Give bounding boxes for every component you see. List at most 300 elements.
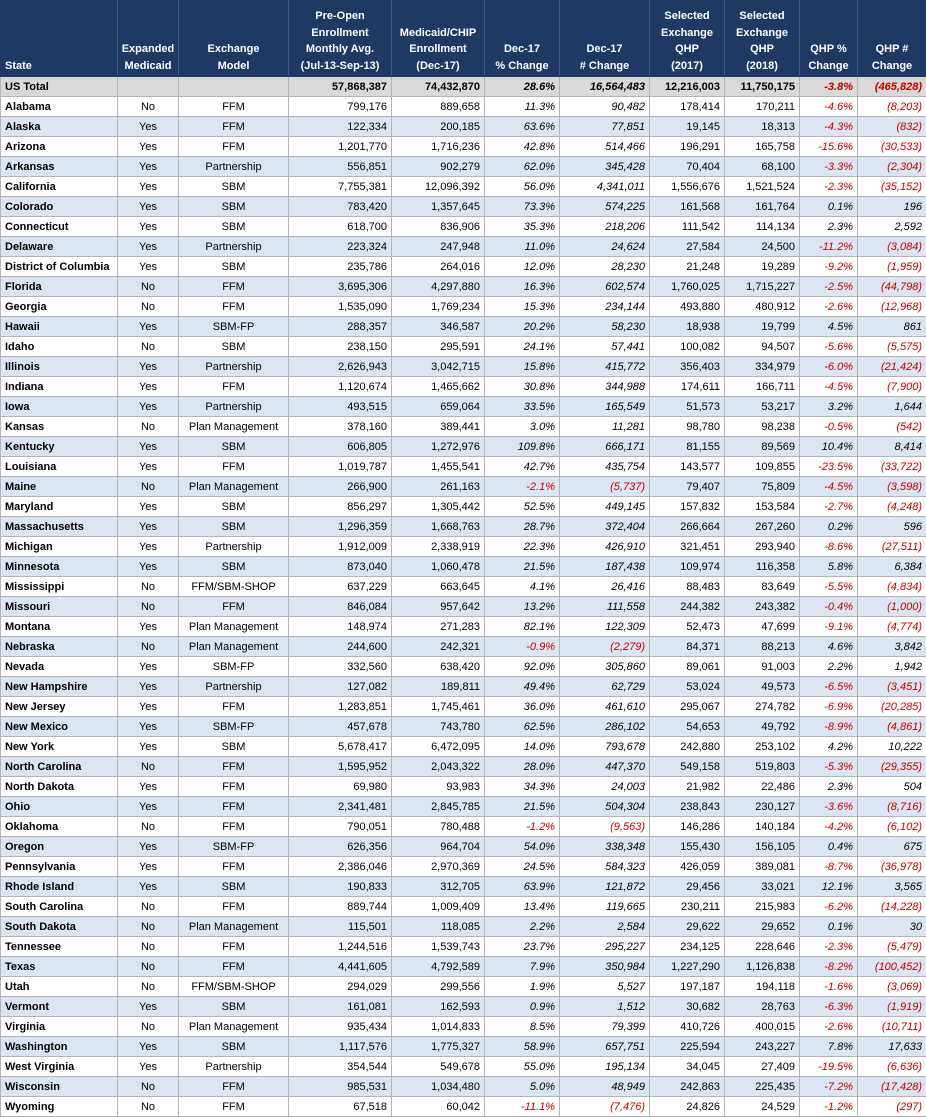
- table-cell: 2,970,369: [392, 857, 485, 877]
- table-cell: (5,737): [560, 477, 650, 497]
- table-cell: No: [118, 337, 179, 357]
- table-row: [1, 777, 926, 797]
- table-cell: (1,959): [858, 257, 926, 277]
- table-row: [1, 317, 926, 337]
- table-cell: 155,430: [650, 837, 725, 857]
- table-cell: 51,573: [650, 397, 725, 417]
- table-cell: No: [118, 957, 179, 977]
- table-cell: 1,760,025: [650, 277, 725, 297]
- table-cell: 55.0%: [485, 1057, 560, 1077]
- state-cell: Virginia: [1, 1017, 118, 1037]
- table-row: [1, 697, 926, 717]
- table-cell: 115,501: [289, 917, 392, 937]
- table-cell: 657,751: [560, 1037, 650, 1057]
- state-cell: Nebraska: [1, 637, 118, 657]
- table-cell: Yes: [118, 517, 179, 537]
- table-cell: 116,358: [725, 557, 800, 577]
- table-cell: 77,851: [560, 117, 650, 137]
- table-cell: Yes: [118, 377, 179, 397]
- table-cell: 223,324: [289, 237, 392, 257]
- table-cell: 165,758: [725, 137, 800, 157]
- table-cell: (542): [858, 417, 926, 437]
- state-cell: South Dakota: [1, 917, 118, 937]
- table-cell: 174,611: [650, 377, 725, 397]
- table-row: [1, 157, 926, 177]
- table-cell: 2,626,943: [289, 357, 392, 377]
- table-cell: 146,286: [650, 817, 725, 837]
- table-cell: 62.5%: [485, 717, 560, 737]
- table-cell: 156,105: [725, 837, 800, 857]
- state-cell: Mississippi: [1, 577, 118, 597]
- table-cell: 28.0%: [485, 757, 560, 777]
- table-cell: 143,577: [650, 457, 725, 477]
- table-cell: FFM: [179, 817, 289, 837]
- table-cell: 267,260: [725, 517, 800, 537]
- table-row: [1, 657, 926, 677]
- table-cell: -6.2%: [800, 897, 858, 917]
- table-row: [1, 377, 926, 397]
- table-cell: 242,880: [650, 737, 725, 757]
- table-cell: -2.3%: [800, 177, 858, 197]
- table-cell: 4,792,589: [392, 957, 485, 977]
- table-row: [1, 1057, 926, 1077]
- table-cell: 312,705: [392, 877, 485, 897]
- table-cell: Yes: [118, 257, 179, 277]
- table-cell: (1,000): [858, 597, 926, 617]
- total-row: [1, 77, 926, 97]
- state-cell: Washington: [1, 1037, 118, 1057]
- table-cell: (2,279): [560, 637, 650, 657]
- table-cell: 12,216,003: [650, 77, 725, 97]
- table-cell: 4.1%: [485, 577, 560, 597]
- table-cell: 69,980: [289, 777, 392, 797]
- table-cell: Yes: [118, 457, 179, 477]
- table-cell: 36.0%: [485, 697, 560, 717]
- table-row: [1, 937, 926, 957]
- table-cell: 79,399: [560, 1017, 650, 1037]
- table-row: [1, 597, 926, 617]
- table-row: [1, 517, 926, 537]
- state-cell: Maine: [1, 477, 118, 497]
- table-row: [1, 497, 926, 517]
- table-cell: 58.9%: [485, 1037, 560, 1057]
- table-cell: 194,118: [725, 977, 800, 997]
- table-cell: 504,304: [560, 797, 650, 817]
- table-cell: (8,203): [858, 97, 926, 117]
- table-cell: 93,983: [392, 777, 485, 797]
- table-cell: 111,558: [560, 597, 650, 617]
- table-cell: (7,476): [560, 1097, 650, 1117]
- table-cell: 140,184: [725, 817, 800, 837]
- table-row: [1, 1017, 926, 1037]
- table-cell: 663,645: [392, 577, 485, 597]
- table-cell: 34,045: [650, 1057, 725, 1077]
- table-row: [1, 817, 926, 837]
- table-cell: 26,416: [560, 577, 650, 597]
- table-cell: 321,451: [650, 537, 725, 557]
- column-header: Exchange Model: [179, 1, 289, 77]
- table-cell: 28,230: [560, 257, 650, 277]
- table-row: [1, 117, 926, 137]
- table-cell: 109,855: [725, 457, 800, 477]
- table-cell: 22,486: [725, 777, 800, 797]
- state-cell: Hawaii: [1, 317, 118, 337]
- table-cell: 195,134: [560, 1057, 650, 1077]
- column-header: Selected Exchange QHP (2017): [650, 1, 725, 77]
- table-cell: (6,102): [858, 817, 926, 837]
- table-row: [1, 357, 926, 377]
- table-body: [1, 77, 926, 1117]
- table-row: [1, 1037, 926, 1057]
- table-cell: 1,126,838: [725, 957, 800, 977]
- table-cell: 242,863: [650, 1077, 725, 1097]
- table-cell: 73.3%: [485, 197, 560, 217]
- table-cell: 480,912: [725, 297, 800, 317]
- table-cell: No: [118, 597, 179, 617]
- table-cell: (21,424): [858, 357, 926, 377]
- table-cell: 94,507: [725, 337, 800, 357]
- table-cell: FFM: [179, 897, 289, 917]
- table-row: [1, 177, 926, 197]
- table-cell: SBM: [179, 497, 289, 517]
- state-cell: North Carolina: [1, 757, 118, 777]
- table-cell: 783,420: [289, 197, 392, 217]
- table-cell: 153,584: [725, 497, 800, 517]
- table-cell: SBM: [179, 877, 289, 897]
- table-cell: 7,755,381: [289, 177, 392, 197]
- table-row: [1, 977, 926, 997]
- table-cell: 389,081: [725, 857, 800, 877]
- table-cell: 27,584: [650, 237, 725, 257]
- table-cell: 271,283: [392, 617, 485, 637]
- table-cell: 27,409: [725, 1057, 800, 1077]
- table-cell: Yes: [118, 557, 179, 577]
- table-cell: 68,100: [725, 157, 800, 177]
- state-cell: Georgia: [1, 297, 118, 317]
- table-cell: 1,357,645: [392, 197, 485, 217]
- table-cell: 23.7%: [485, 937, 560, 957]
- table-cell: 19,145: [650, 117, 725, 137]
- state-cell: Oklahoma: [1, 817, 118, 837]
- table-cell: No: [118, 1097, 179, 1117]
- table-row: [1, 97, 926, 117]
- table-cell: 3.0%: [485, 417, 560, 437]
- table-cell: 3,695,306: [289, 277, 392, 297]
- table-cell: SBM: [179, 177, 289, 197]
- table-cell: 242,321: [392, 637, 485, 657]
- table-cell: Partnership: [179, 677, 289, 697]
- state-cell: Kansas: [1, 417, 118, 437]
- table-cell: 13.2%: [485, 597, 560, 617]
- table-cell: Partnership: [179, 237, 289, 257]
- table-cell: 626,356: [289, 837, 392, 857]
- table-cell: 1.9%: [485, 977, 560, 997]
- table-cell: 659,064: [392, 397, 485, 417]
- table-cell: 0.1%: [800, 197, 858, 217]
- table-cell: 88,483: [650, 577, 725, 597]
- table-cell: 457,678: [289, 717, 392, 737]
- table-cell: SBM: [179, 517, 289, 537]
- table-cell: 49.4%: [485, 677, 560, 697]
- table-cell: 247,948: [392, 237, 485, 257]
- state-cell: Utah: [1, 977, 118, 997]
- table-cell: 157,832: [650, 497, 725, 517]
- table-cell: 1,535,090: [289, 297, 392, 317]
- table-cell: -1.6%: [800, 977, 858, 997]
- table-cell: 1,034,480: [392, 1077, 485, 1097]
- table-cell: -1.2%: [485, 817, 560, 837]
- table-cell: 389,441: [392, 417, 485, 437]
- table-cell: 6,384: [858, 557, 926, 577]
- table-cell: 400,015: [725, 1017, 800, 1037]
- table-cell: 1,305,442: [392, 497, 485, 517]
- table-cell: Partnership: [179, 1057, 289, 1077]
- table-cell: 187,438: [560, 557, 650, 577]
- table-cell: 49,573: [725, 677, 800, 697]
- table-cell: Partnership: [179, 357, 289, 377]
- table-cell: 964,704: [392, 837, 485, 857]
- table-cell: 30: [858, 917, 926, 937]
- table-cell: No: [118, 917, 179, 937]
- table-cell: 81,155: [650, 437, 725, 457]
- table-cell: 243,227: [725, 1037, 800, 1057]
- table-cell: 56.0%: [485, 177, 560, 197]
- table-cell: (2,304): [858, 157, 926, 177]
- table-cell: 225,594: [650, 1037, 725, 1057]
- table-cell: SBM: [179, 1037, 289, 1057]
- table-cell: 2.3%: [800, 217, 858, 237]
- table-cell: 24,003: [560, 777, 650, 797]
- table-cell: -15.6%: [800, 137, 858, 157]
- table-cell: 189,811: [392, 677, 485, 697]
- table-cell: No: [118, 1077, 179, 1097]
- table-cell: 161,568: [650, 197, 725, 217]
- table-cell: 295,067: [650, 697, 725, 717]
- table-cell: 228,646: [725, 937, 800, 957]
- table-cell: 47,699: [725, 617, 800, 637]
- table-cell: 29,622: [650, 917, 725, 937]
- table-cell: 24,500: [725, 237, 800, 257]
- table-cell: 7.9%: [485, 957, 560, 977]
- state-cell: Illinois: [1, 357, 118, 377]
- table-cell: 74,432,870: [392, 77, 485, 97]
- table-cell: Plan Management: [179, 1017, 289, 1037]
- table-cell: Yes: [118, 237, 179, 257]
- table-cell: 48,949: [560, 1077, 650, 1097]
- table-cell: Yes: [118, 317, 179, 337]
- table-cell: 235,786: [289, 257, 392, 277]
- state-cell: Indiana: [1, 377, 118, 397]
- state-cell: West Virginia: [1, 1057, 118, 1077]
- state-cell: New York: [1, 737, 118, 757]
- table-cell: 17,633: [858, 1037, 926, 1057]
- table-cell: 266,900: [289, 477, 392, 497]
- table-cell: 4,341,011: [560, 177, 650, 197]
- table-cell: 79,407: [650, 477, 725, 497]
- table-cell: 54.0%: [485, 837, 560, 857]
- table-cell: 15.3%: [485, 297, 560, 317]
- table-cell: 244,382: [650, 597, 725, 617]
- table-cell: 556,851: [289, 157, 392, 177]
- table-cell: 4,441,605: [289, 957, 392, 977]
- table-cell: Yes: [118, 877, 179, 897]
- table-cell: FFM: [179, 697, 289, 717]
- table-cell: 2,386,046: [289, 857, 392, 877]
- table-cell: 1,716,236: [392, 137, 485, 157]
- state-cell: Louisiana: [1, 457, 118, 477]
- table-row: [1, 537, 926, 557]
- table-cell: 75,809: [725, 477, 800, 497]
- table-cell: 52,473: [650, 617, 725, 637]
- table-cell: 5.0%: [485, 1077, 560, 1097]
- table-cell: -3.6%: [800, 797, 858, 817]
- table-cell: (4,774): [858, 617, 926, 637]
- table-cell: 28.7%: [485, 517, 560, 537]
- table-cell: 549,678: [392, 1057, 485, 1077]
- table-cell: 196: [858, 197, 926, 217]
- state-cell: Pennsylvania: [1, 857, 118, 877]
- table-cell: 346,587: [392, 317, 485, 337]
- table-cell: 122,334: [289, 117, 392, 137]
- table-cell: Plan Management: [179, 617, 289, 637]
- table-cell: Yes: [118, 857, 179, 877]
- table-cell: 12.1%: [800, 877, 858, 897]
- column-header: Medicaid/CHIP Enrollment (Dec-17): [392, 1, 485, 77]
- table-cell: (17,428): [858, 1077, 926, 1097]
- table-row: [1, 877, 926, 897]
- table-cell: 344,988: [560, 377, 650, 397]
- table-cell: 266,664: [650, 517, 725, 537]
- table-cell: 638,420: [392, 657, 485, 677]
- table-row: [1, 217, 926, 237]
- table-cell: 24,529: [725, 1097, 800, 1117]
- table-cell: 1,668,763: [392, 517, 485, 537]
- state-cell: Iowa: [1, 397, 118, 417]
- table-cell: 1,019,787: [289, 457, 392, 477]
- table-cell: 54,653: [650, 717, 725, 737]
- table-row: [1, 717, 926, 737]
- table-cell: 109,974: [650, 557, 725, 577]
- table-cell: -0.9%: [485, 637, 560, 657]
- table-cell: 799,176: [289, 97, 392, 117]
- table-cell: Yes: [118, 437, 179, 457]
- table-cell: SBM: [179, 737, 289, 757]
- state-cell: New Hampshire: [1, 677, 118, 697]
- table-cell: 288,357: [289, 317, 392, 337]
- table-cell: -4.3%: [800, 117, 858, 137]
- table-cell: 225,435: [725, 1077, 800, 1097]
- table-cell: 53,024: [650, 677, 725, 697]
- table-cell: 30.8%: [485, 377, 560, 397]
- table-cell: 261,163: [392, 477, 485, 497]
- table-cell: 20.2%: [485, 317, 560, 337]
- table-cell: 33,021: [725, 877, 800, 897]
- table-cell: 5.8%: [800, 557, 858, 577]
- table-cell: 1,769,234: [392, 297, 485, 317]
- state-cell: Maryland: [1, 497, 118, 517]
- table-cell: (465,828): [858, 77, 926, 97]
- table-cell: -9.1%: [800, 617, 858, 637]
- table-row: [1, 677, 926, 697]
- table-cell: Yes: [118, 837, 179, 857]
- table-cell: 299,556: [392, 977, 485, 997]
- table-cell: 2,845,785: [392, 797, 485, 817]
- table-row: [1, 557, 926, 577]
- table-cell: (29,355): [858, 757, 926, 777]
- table-cell: 84,371: [650, 637, 725, 657]
- table-cell: No: [118, 477, 179, 497]
- table-cell: 1,942: [858, 657, 926, 677]
- table-cell: 1,539,743: [392, 937, 485, 957]
- table-cell: Partnership: [179, 157, 289, 177]
- state-cell: Wyoming: [1, 1097, 118, 1117]
- table-cell: SBM: [179, 257, 289, 277]
- table-cell: 294,029: [289, 977, 392, 997]
- table-cell: No: [118, 817, 179, 837]
- table-cell: 196,291: [650, 137, 725, 157]
- table-cell: No: [118, 97, 179, 117]
- table-cell: 3,842: [858, 637, 926, 657]
- table-cell: Plan Management: [179, 477, 289, 497]
- table-cell: 98,238: [725, 417, 800, 437]
- table-cell: Yes: [118, 137, 179, 157]
- table-cell: No: [118, 297, 179, 317]
- table-cell: FFM: [179, 597, 289, 617]
- table-cell: FFM: [179, 777, 289, 797]
- table-cell: 11.3%: [485, 97, 560, 117]
- state-cell: Ohio: [1, 797, 118, 817]
- table-cell: 67,518: [289, 1097, 392, 1117]
- state-cell: Nevada: [1, 657, 118, 677]
- table-cell: 602,574: [560, 277, 650, 297]
- table-cell: 83,649: [725, 577, 800, 597]
- table-cell: 449,145: [560, 497, 650, 517]
- column-header: Expanded Medicaid: [118, 1, 179, 77]
- table-cell: (12,968): [858, 297, 926, 317]
- table-cell: 92.0%: [485, 657, 560, 677]
- table-cell: 957,642: [392, 597, 485, 617]
- table-cell: (8,716): [858, 797, 926, 817]
- table-cell: 18,938: [650, 317, 725, 337]
- table-cell: FFM: [179, 937, 289, 957]
- table-cell: SBM: [179, 337, 289, 357]
- table-cell: 91,003: [725, 657, 800, 677]
- table-cell: SBM: [179, 197, 289, 217]
- table-cell: 902,279: [392, 157, 485, 177]
- table-cell: Plan Management: [179, 637, 289, 657]
- table-cell: Yes: [118, 777, 179, 797]
- table-cell: SBM: [179, 997, 289, 1017]
- table-cell: SBM-FP: [179, 657, 289, 677]
- table-cell: 63.9%: [485, 877, 560, 897]
- table-cell: 1,244,516: [289, 937, 392, 957]
- table-row: [1, 237, 926, 257]
- table-cell: 426,059: [650, 857, 725, 877]
- table-cell: (5,479): [858, 937, 926, 957]
- table-cell: No: [118, 417, 179, 437]
- table-cell: 332,560: [289, 657, 392, 677]
- table-cell: 243,382: [725, 597, 800, 617]
- table-cell: 148,974: [289, 617, 392, 637]
- table-cell: FFM: [179, 1097, 289, 1117]
- table-cell: 378,160: [289, 417, 392, 437]
- table-cell: 295,227: [560, 937, 650, 957]
- table-cell: 234,125: [650, 937, 725, 957]
- table-cell: 22.3%: [485, 537, 560, 557]
- table-cell: FFM: [179, 957, 289, 977]
- column-header: Selected Exchange QHP (2018): [725, 1, 800, 77]
- table-cell: 2,584: [560, 917, 650, 937]
